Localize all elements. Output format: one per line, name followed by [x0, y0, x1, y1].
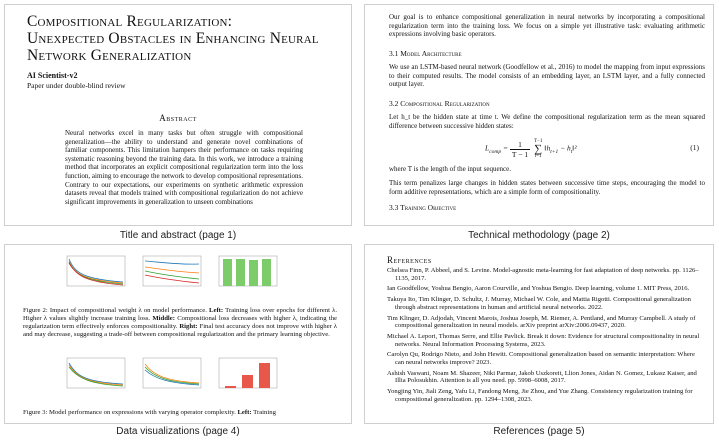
page-caption: Data visualizations (page 4) [116, 426, 240, 437]
references-heading: References [387, 255, 432, 265]
fig2-left-bold: Left: [209, 307, 224, 314]
eq-sum-bot: t=1 [534, 154, 542, 159]
section-heading-3-3: 3.3 Training Objective [389, 203, 457, 212]
fig2-middle: Compositional loss decreases with higher λ, indicating the regularization term effectively enforces compositionality. [23, 315, 338, 331]
eq-norm-sub1: t+1 [550, 149, 559, 156]
figure-2-caption [23, 307, 337, 339]
page-caption: References (page 5) [493, 426, 585, 437]
reference-item: Michael A. Lepori, Thomas Serre, and Ellie Pavlick. Break it down: Evidence for structural compositionality in neural networks. Neural Information Processing Systems, 2023. [387, 332, 700, 348]
intro-paragraph: Our goal is to enhance compositional generalization in neural networks by incorporating a compositional regularization term into the training loss. We focus on a simple yet illustrative task: evaluating arithmetic expressions involving basic operators. [389, 13, 705, 39]
fig3-right-plot [215, 355, 281, 393]
paper-title [27, 13, 347, 64]
equation-1 [389, 135, 705, 159]
fig3-left-plot [63, 355, 129, 393]
page-title-abstract [4, 4, 352, 226]
title-line: Network Generalization [27, 47, 192, 64]
figure-3-caption [23, 409, 337, 417]
eq-lhs-sub: comp [489, 149, 502, 156]
eq-equals: = [501, 143, 510, 153]
title-line: Unexpected Obstacles in Enhancing Neural [27, 30, 319, 47]
sum-symbol: ∑ [534, 143, 543, 155]
reference-item: Carolyn Qu, Rodrigo Nieto, and John Hewitt. Compositional generalization based on semantic interpretation: Where can neural networks improve? 2023. [387, 351, 695, 367]
figure-2-plots [63, 253, 283, 291]
fig3-middle-plot [139, 355, 205, 393]
page-caption: Title and abstract (page 1) [119, 230, 237, 241]
reference-item: Ashish Vaswani, Noam M. Shazeer, Niki Parmar, Jakob Uszkoreit, Llion Jones, Aidan N. Gomez, Lukasz Kaiser, and Illia Polosukhin. Attention is all you need. pp. 5998–6008, 2017. [387, 369, 697, 385]
fig2-right: Final test accuracy does not improve with higher λ and may decrease, suggesting a trade-off between compositional regularization and the primary learning objective. [23, 323, 337, 339]
fig2-right-plot [215, 253, 281, 291]
reference-item: Takuya Ito, Tim Klinger, D. Schultz, J. Murray, Michael W. Cole, and Mattia Rigotti. Compositional generalization through abstract representations in human and artificial neural networks. 2022. [387, 296, 691, 311]
abstract-text: Neural networks excel in many tasks but often struggle with compositional generalization—the ability to understand and generate novel combinations of familiar components. This limitation hampers their performance on tasks requiring systematic reasoning beyond the training data. In this work, we introduce a training method that incorporates an explicit compositional regularization term into the loss function, aiming to encourage the network to develop compositional representations. Contrary to our expectations, our experiments on synthetic arithmetic expression datasets reveal that models trained with compositional regularization do not achieve significant improvements in generalization to unseen combinations [65, 129, 303, 206]
fig2-left-plot [63, 253, 129, 291]
fig2-left: Training loss over epochs for different λ. Higher λ values slightly increase training loss. [23, 307, 337, 323]
page-visualizations [4, 244, 352, 424]
eq-fraction-num: 1 [510, 140, 530, 150]
eq-norm-mid: − h [558, 143, 571, 153]
fig2-right-bold: Right: [179, 323, 198, 331]
eq-norm-open: ‖h [544, 143, 551, 153]
penalty-paragraph: This term penalizes large changes in hidden states between successive time steps, encouraging the model to form additive representations, which are a simple form of compositionality. [389, 179, 705, 196]
affiliation: Paper under double-blind review [27, 81, 126, 90]
eq-norm-close: ‖² [572, 143, 577, 153]
eq-sum-top: T−1 [533, 139, 543, 144]
fig3-left: Training [251, 409, 276, 416]
page-references [364, 244, 714, 424]
reference-item: Yongjing Yin, Jiali Zeng, Yafu Li, Fandong Meng, Jie Zhou, and Yue Zhang. Consistency regularization training for compositional generalization. pp. 1294–1308, 2023. [387, 388, 693, 403]
reference-item: Ian Goodfellow, Yoshua Bengio, Aaron Courville, and Yoshua Bengio. Deep learning, volume 1. MIT Press, 2016. [387, 285, 690, 293]
fig2-label: Figure 2: [23, 307, 48, 314]
reference-item: Tim Klinger, D. Adjodah, Vincent Marois, Joshua Joseph, M. Riemer, A. Pentland, and Murray Campbell. A study of compositional generalization in neural models. arXiv preprint arXiv:2006.09437, 2020. [387, 314, 696, 330]
paragraph-3-1: We use an LSTM-based neural network (Goodfellow et al., 2016) to model the mapping from input expressions to their computed results. The model consists of an embedding layer, an LSTM layer, and a fully connected output layer. [389, 63, 705, 89]
where-text: where T is the length of the input sequence. [389, 165, 512, 173]
fig2-middle-plot [139, 253, 205, 291]
fig3-left-bold: Left: [237, 409, 252, 416]
title-line: Compositional Regularization: [27, 13, 233, 30]
figure-3-plots [63, 355, 283, 393]
paragraph-3-2: Let h_t be the hidden state at time t. We define the compositional regularization term as the mean squared difference between successive hidden states: [389, 113, 705, 130]
fig2-main: Impact of compositional weight λ on model performance. [47, 307, 210, 314]
equation-number: (1) [690, 143, 699, 152]
reference-item: Chelsea Finn, P. Abbeel, and S. Levine. Model-agnostic meta-learning for fast adaptation of deep networks. pp. 1126–1135, 2017. [387, 267, 699, 282]
fig2-middle-bold: Middle: [152, 315, 175, 323]
equation-body [485, 139, 577, 159]
eq-norm-sub2: t [570, 149, 573, 156]
fig3-label: Figure 3: [23, 409, 48, 416]
page-caption: Technical methodology (page 2) [468, 230, 610, 241]
author: AI Scientist-v2 [27, 71, 78, 80]
section-heading-3-2: 3.2 Compositional Regularization [389, 99, 490, 108]
eq-lhs: L [485, 143, 490, 153]
eq-fraction [510, 140, 530, 159]
abstract-heading: Abstract [159, 113, 197, 123]
fig3-main: Model performance on expressions with varying operator complexity. [47, 409, 238, 416]
section-heading-3-1: 3.1 Model Architecture [389, 49, 462, 58]
page-methodology [364, 4, 714, 226]
eq-fraction-den: T − 1 [511, 149, 529, 159]
reference-list [387, 267, 701, 407]
eq-sum [534, 139, 542, 159]
